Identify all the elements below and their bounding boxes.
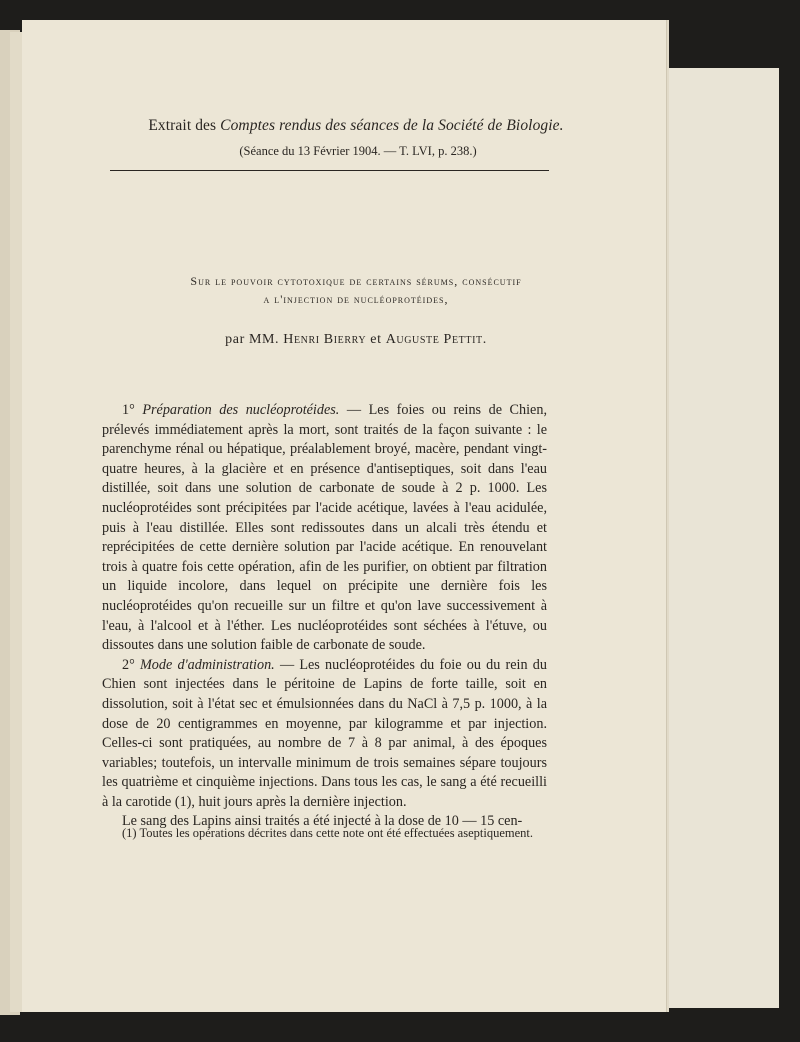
author-2: Auguste Pettit. (385, 332, 487, 347)
author-line (34, 332, 678, 348)
paragraph-2 (102, 656, 547, 813)
title-line-2: a l'injection de nucléoprotéides, (263, 292, 449, 306)
article-title (34, 272, 678, 308)
section-1-number: 1° (122, 402, 143, 418)
session-info: (Séance du 13 Février 1904. — T. LVI, p. 238.) (239, 144, 477, 158)
section-2-text: — Les nucléoprotéides du foie ou du rein du Chien sont injectées dans le péritoine de Lapins de forte taille, soit en dissolution, soit à l'état sec et émulsionnées dans du NaCl à 7,5 p. 1000, à la dose de 20 centigrammes en moyenne, par kilogramme et par injection. Celles-ci sont pratiquées, au nombre de 7 à 8 par animal, à des époques variables; toutefois, un intervalle minimum de trois semaines sépare toujours les quatrième et cinquième injections. Dans tous les cas, le sang a été recueilli à la carotide (1), huit jours après la dernière injection. (102, 656, 547, 810)
header-prefix: Extrait des (148, 117, 221, 134)
section-1-text: — Les foies ou reins de Chien, prélevés immédiatement après la mort, sont traités de la façon suivante : le parenchyme rénal ou hépatique, préalablement broyé, macère, pendant vingt-quatre heures, à la glacière et en présence d'antiseptiques, soit dans l'eau distillée, soit dans une solution de carbonate de soude à 2 p. 1000. Les nucléoprotéides sont précipitées par l'acide acétique, lavées à l'eau acidulée, puis à l'eau distillée. Elles sont redissoutes dans un alcali très étendu et reprécipitées de cette dernière solution par l'acide acétique. En renouvelant trois à quatre fois cette opération, afin de les purifier, on obtient par filtration un liquide incolore, dans lequel on précipite une dernière fois les nucléoprotéides qu'on recueille sur un filtre et qu'on lave successivement à l'eau, à l'alcool et à l'éther. Les nucléoprotéides sont séchées à l'étuve, ou dissoutes dans une solution faible de carbonate de soude. (102, 402, 547, 654)
authors-prefix: par MM. (225, 332, 284, 347)
section-1-heading: Préparation des nucléoprotéides. (142, 402, 340, 418)
offprint-header (34, 117, 678, 135)
footnote (102, 825, 547, 842)
page (22, 20, 666, 1012)
journal-title: Comptes rendus des séances de la Société de Biologie. (220, 117, 564, 134)
paragraph-1 (102, 401, 547, 656)
author-1: Henri Bierry (283, 332, 367, 347)
header-rule (110, 170, 549, 171)
paragraph-3: Le sang des Lapins ainsi traités a été injecté à la dose de 10 — 15 cen- (122, 813, 523, 830)
footnote-text: (1) Toutes les opérations décrites dans cette note ont été effectuées aseptiquement. (122, 826, 534, 840)
section-2-number: 2° (122, 656, 140, 673)
authors-conjunction: et (366, 332, 386, 347)
section-2-heading: Mode d'administration. (139, 656, 275, 673)
title-line-1: Sur le pouvoir cytotoxique de certains sérums, consécutif (190, 274, 522, 288)
article-body (102, 401, 547, 832)
